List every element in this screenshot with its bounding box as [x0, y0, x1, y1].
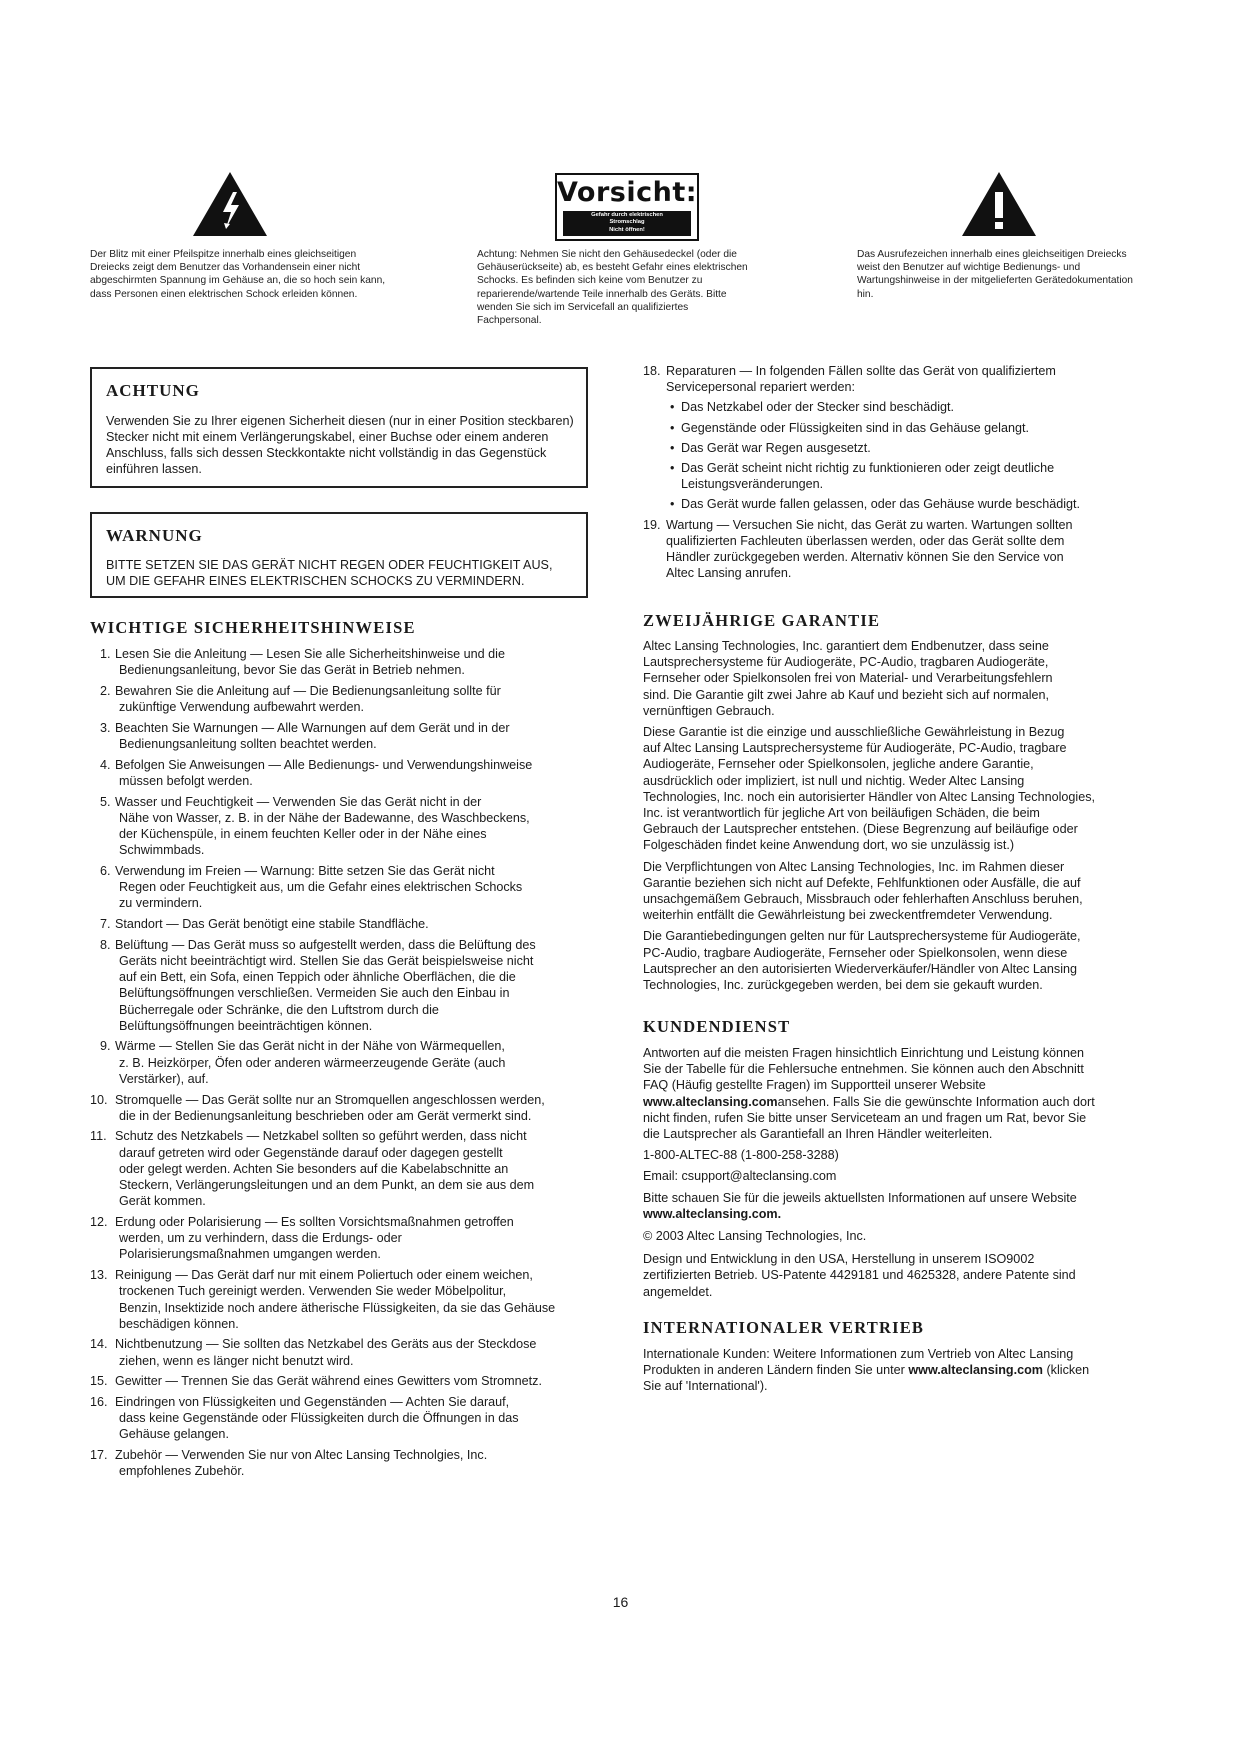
safety-item-line: Regen oder Feuchtigkeit aus, um die Gefahr eines elektrischen Schocks [119, 880, 523, 895]
item-19-number: 19. [643, 517, 661, 532]
garantie-heading: ZWEIJÄHRIGE GARANTIE [643, 611, 881, 630]
vorsicht-caption-text: Achtung: Nehmen Sie nicht den Gehäusedeckel (oder die Gehäuserückseite) ab, es besteht Gefahr eines elektrischen Schocks. Es befinden sich keine vom Benutzer zu reparierende/wartende Teile innerhalb des Geräts. Bitte wenden Sie sich im Servicefall an qualifiziertes Fachpersonal. [477, 249, 748, 327]
safety-item [90, 794, 590, 859]
vorsicht-band [563, 211, 691, 236]
kd-website-line: Bitte schauen Sie für die jeweils aktuellsten Informationen auf unsere Website [643, 1190, 1077, 1205]
safety-item-number: 14. [90, 1337, 108, 1352]
item-18-text [666, 363, 1148, 395]
kd-website-link-2[interactable]: www.alteclansing.com. [643, 1206, 782, 1221]
safety-item [90, 683, 590, 715]
garantie-line: Gebrauch der Lautsprecher entstehen. (Diese Begrenzung auf beiläufige oder [643, 822, 1078, 837]
safety-item-line: Lesen Sie die Anleitung — Lesen Sie alle Sicherheitshinweise und die [115, 647, 505, 661]
repair-bullet-line: Das Gerät scheint nicht richtig zu funktionieren oder zeigt deutliche [681, 461, 1055, 476]
bullet-icon: • [670, 400, 675, 415]
safety-item-line: Nähe von Wasser, z. B. in der Nähe der Badewanne, des Waschbeckens, [119, 810, 530, 825]
garantie-paragraph [643, 859, 1148, 924]
safety-item-number: 17. [90, 1448, 108, 1463]
item-18-number: 18. [643, 364, 661, 378]
safety-item-line: z. B. Heizkörper, Öfen oder anderen wärmeerzeugende Geräte (auch [119, 1055, 506, 1070]
safety-item-line: Reinigung — Das Gerät darf nur mit einem Poliertuch oder einem weichen, [115, 1268, 533, 1283]
kd-design-line1: Design und Entwicklung in den USA, Herstellung in unserem ISO9002 [643, 1252, 1035, 1267]
safety-item-line: Schwimmbads. [119, 843, 205, 858]
bullet-icon: • [670, 420, 675, 435]
vorsicht-band-line3: Nicht öffnen! [609, 226, 645, 233]
safety-item-number: 13. [90, 1268, 108, 1283]
safety-item-text [115, 1267, 590, 1332]
safety-item [90, 757, 590, 789]
repair-bullet-line: Das Netzkabel oder der Stecker sind beschädigt. [681, 400, 955, 415]
safety-item-number: 6. [100, 863, 111, 878]
kundendienst-heading: KUNDENDIENST [643, 1017, 791, 1036]
safety-item-text [115, 646, 590, 678]
garantie-line: Technologies, Inc. noch ein autorisierter Händler von Altec Lansing Technologies, [643, 789, 1096, 804]
safety-item-number: 2. [100, 683, 111, 698]
kd-line1: Antworten auf die meisten Fragen hinsichtlich Einrichtung und Leistung können [643, 1046, 1085, 1060]
safety-item-text [115, 794, 590, 859]
garantie-line: Die Garantiebedingungen gelten nur für Lautsprechersysteme für Audiogeräte, [643, 929, 1081, 944]
garantie-line: Inc. ist verantwortlich für jegliche Art von beiläufigen Schäden, die beim [643, 806, 1040, 821]
safety-item-number: 16. [90, 1395, 108, 1410]
achtung-box [90, 367, 588, 488]
safety-item-line: trockenen Tuch gereinigt werden. Verwenden Sie weder Möbelpolitur, [119, 1284, 507, 1299]
safety-item-text [115, 1214, 590, 1263]
item-18-line2: Servicepersonal repariert werden: [666, 380, 855, 395]
safety-item-line: zukünftige Verwendung aufbewahrt werden. [119, 700, 365, 715]
safety-item [90, 1373, 590, 1389]
vertrieb-line2a: Produkten in anderen Ländern finden Sie unter [643, 1363, 905, 1378]
safety-item-line: Schutz des Netzkabels — Netzkabel sollten so geführt werden, dass nicht [115, 1129, 527, 1144]
lightning-caption-text: Der Blitz mit einer Pfeilspitze innerhalb eines gleichseitigen Dreiecks zeigt dem Benutzer das Vorhandensein einer nicht abgeschirmten Spannung im Gehäuse an, die so hoch sein kann, dass Personen einen elektrischen Schock erleiden können. [90, 249, 386, 300]
vorsicht-caption [477, 248, 755, 327]
garantie-line: Die Verpflichtungen von Altec Lansing Technologies, Inc. im Rahmen dieser [643, 859, 1065, 874]
garantie-paragraph [643, 724, 1148, 854]
repair-bullet [643, 440, 1148, 456]
kd-copyright: © 2003 Altec Lansing Technologies, Inc. [643, 1229, 867, 1244]
safety-list [90, 646, 590, 1484]
exclamation-warning-triangle-icon [962, 172, 1036, 236]
safety-item-number: 9. [100, 1039, 111, 1054]
achtung-text: Verwenden Sie zu Ihrer eigenen Sicherheit diesen (nur in einer Position steckbaren) Stecker nicht mit einem Verlängerungskabel, einer Buchse oder einem anderen Anschluss, falls sich dessen Steckkontakte nicht vollständig in das Gegenstück einführen lassen. [106, 414, 574, 476]
garantie-line: Folgeschäden findet keine Anwendung dort, wo sie unzulässig ist.) [643, 838, 1015, 853]
safety-item-number: 15. [90, 1374, 108, 1389]
kd-line5: nicht finden, rufen Sie bitte unser Serviceteam an und fragen um Rat, bevor Sie [643, 1110, 1087, 1125]
repair-bullet-line: Gegenstände oder Flüssigkeiten sind in das Gehäuse gelangt. [681, 420, 1029, 435]
safety-item-text [115, 1373, 590, 1389]
safety-item-line: Standort — Das Gerät benötigt eine stabile Standfläche. [115, 917, 429, 932]
safety-item-line: Nichtbenutzung — Sie sollten das Netzkabel des Geräts aus der Steckdose [115, 1337, 537, 1352]
safety-item-line: zu vermindern. [119, 896, 203, 911]
safety-item-text [115, 1038, 590, 1087]
exclamation-caption [857, 248, 1147, 301]
safety-item-line: müssen befolgt werden. [119, 773, 253, 788]
repair-bullet [643, 496, 1148, 512]
safety-item-line: Bewahren Sie die Anleitung auf — Die Bedienungsanleitung sollte für [115, 683, 501, 698]
kd-line3: FAQ (Häufig gestellte Fragen) im Supportteil unserer Website [643, 1078, 986, 1093]
kd-email[interactable]: Email: csupport@alteclansing.com [643, 1169, 837, 1184]
item-18-line1: Reparaturen — In folgenden Fällen sollte das Gerät von qualifiziertem [666, 364, 1056, 378]
safety-item-text [115, 937, 590, 1034]
safety-item-number: 10. [90, 1092, 108, 1107]
kd-website-paragraph [643, 1190, 1148, 1222]
garantie-line: Altec Lansing Technologies, Inc. garantiert dem Endbenutzer, dass seine [643, 639, 1049, 653]
safety-item-line: Stromquelle — Das Gerät sollte nur an Stromquellen angeschlossen werden, [115, 1092, 545, 1107]
safety-item-line: auf ein Bett, ein Sofa, einen Teppich oder ähnliche Oberflächen, die die [119, 970, 516, 985]
safety-item-number: 4. [100, 757, 111, 772]
warnung-title: WARNUNG [106, 526, 203, 545]
vorsicht-band-line1: Gefahr durch elektrischen [591, 212, 663, 218]
safety-item [90, 1394, 590, 1443]
safety-item-line: Beachten Sie Warnungen — Alle Warnungen auf dem Gerät und in der [115, 720, 510, 735]
safety-item-line: Bedienungsanleitung, bevor Sie das Gerät in Betrieb nehmen. [119, 663, 465, 678]
safety-item-text [115, 683, 590, 715]
safety-item-number: 11. [90, 1129, 107, 1144]
bullet-icon: • [670, 440, 675, 455]
safety-item-number: 12. [90, 1215, 108, 1229]
safety-item [90, 1038, 590, 1087]
lightning-warning-triangle-icon [193, 172, 267, 236]
safety-heading: WICHTIGE SICHERHEITSHINWEISE [90, 618, 416, 637]
repair-bullet [643, 420, 1148, 436]
item-19-text [666, 517, 1148, 582]
repair-bullet [643, 460, 1148, 492]
safety-item [90, 916, 590, 932]
garantie-line: Diese Garantie ist die einzige und ausschließliche Gewährleistung in Bezug [643, 725, 1065, 740]
safety-item-text [115, 863, 590, 912]
repair-bullet-line: Das Gerät war Regen ausgesetzt. [681, 440, 871, 455]
vertrieb-line3: Sie auf 'International'). [643, 1379, 768, 1394]
safety-item-line: Wärme — Stellen Sie das Gerät nicht in der Nähe von Wärmequellen, [115, 1039, 505, 1054]
garantie-line: Garantie beziehen sich nicht auf Defekte, Fehlfunktionen oder Ausfälle, die auf [643, 875, 1081, 890]
safety-item-number: 5. [100, 794, 111, 809]
vorsicht-band-line2: Stromschlag [609, 219, 645, 226]
vertrieb-heading: INTERNATIONALER VERTRIEB [643, 1318, 925, 1337]
safety-item-line: beschädigen können. [119, 1316, 239, 1331]
kundendienst-intro [643, 1045, 1148, 1142]
garantie-line: auf Altec Lansing Lautsprechersysteme für Audiogeräte, PC-Audio, tragbare [643, 741, 1067, 756]
safety-item-number: 8. [100, 937, 111, 952]
garantie-line: Fernseher oder Spielkonsolen frei von Material- und Verarbeitungsfehlern [643, 671, 1053, 686]
garantie-line: Technologies, Inc. zurückgegeben werden, bei dem sie gekauft wurden. [643, 978, 1043, 993]
safety-item-line: Erdung oder Polarisierung — Es sollten Vorsichtsmaßnahmen getroffen [115, 1215, 514, 1229]
vertrieb-website-link[interactable]: www.alteclansing.com [908, 1363, 1043, 1378]
safety-item-line: Geräts nicht beeinträchtigt wird. Stellen Sie das Gerät beispielsweise nicht [119, 953, 534, 968]
safety-item-text [115, 1128, 590, 1209]
safety-item-text [115, 1394, 590, 1443]
kd-line6: die Lautsprecher als Garantiefall an Ihren Händler weiterleiten. [643, 1127, 993, 1142]
kd-design-line2: zertifizierten Betrieb. US-Patente 4429181 und 4625328, andere Patente sind [643, 1268, 1076, 1283]
safety-item-line: Eindringen von Flüssigkeiten und Gegenständen — Achten Sie darauf, [115, 1395, 510, 1410]
kundendienst-body [643, 1045, 1148, 1305]
kd-design-line3: angemeldet. [643, 1284, 713, 1299]
safety-item-text [115, 757, 590, 789]
garantie-line: Lautsprechersysteme für Audiogeräte, PC-Audio, tragbaren Audiogeräte, [643, 655, 1049, 670]
safety-item-line: darauf getreten wird oder Gegenstände darauf oder dagegen gestellt [119, 1145, 503, 1160]
bullet-icon: • [670, 461, 675, 476]
item-19-line4: Altec Lansing anrufen. [666, 566, 792, 581]
safety-item-text [115, 916, 590, 932]
safety-item-line: dass keine Gegenstände oder Flüssigkeiten durch die Öffnungen in das [119, 1411, 519, 1426]
safety-item-number: 1. [100, 647, 111, 661]
safety-item-line: Gewitter — Trennen Sie das Gerät während eines Gewitters vom Stromnetz. [115, 1374, 542, 1389]
item-19-line3: Händler zurückgegeben werden. Alternativ können Sie den Service von [666, 550, 1064, 565]
warnung-line1: BITTE SETZEN SIE DAS GERÄT NICHT REGEN ODER FEUCHTIGKEIT AUS, [106, 558, 553, 572]
safety-item-line: Belüftungsöffnungen beeinträchtigen können. [119, 1018, 373, 1033]
safety-item-line: Verwendung im Freien — Warnung: Bitte setzen Sie das Gerät nicht [115, 863, 495, 878]
item-18-bullets [643, 399, 1148, 512]
garantie-paragraph [643, 928, 1148, 993]
warnung-line2: UM DIE GEFAHR EINES ELEKTRISCHEN SCHOCKS ZU VERMINDERN. [106, 574, 525, 588]
kd-phone: 1-800-ALTEC-88 (1-800-258-3288) [643, 1148, 839, 1163]
safety-item [90, 1128, 590, 1209]
right-column-items [643, 363, 1148, 581]
kd-design [643, 1251, 1148, 1300]
safety-item [90, 1447, 590, 1479]
safety-item-line: Steckern, Verlängerungsleitungen und an dem Punkt, an dem sie aus dem [119, 1178, 535, 1193]
item-19-line2: qualifizierten Fachleuten überlassen werden, oder das Gerät sollte dem [666, 533, 1065, 548]
safety-item [90, 1336, 590, 1368]
safety-item-line: der Küchenspüle, in einem feuchten Keller oder in der Nähe eines [119, 827, 487, 842]
safety-item-line: Wasser und Feuchtigkeit — Verwenden Sie das Gerät nicht in der [115, 794, 482, 809]
item-19 [643, 517, 1148, 582]
garantie-paragraph [643, 638, 1148, 719]
garantie-line: vernünftigen Gebrauch. [643, 703, 775, 718]
garantie-body [643, 638, 1148, 998]
vorsicht-title: Vorsicht: [557, 177, 698, 208]
safety-item-line: oder gelegt werden. Achten Sie besonders auf die Kabelabschnitte an [119, 1161, 509, 1176]
safety-item-line: ziehen, wenn es länger nicht benutzt wird. [119, 1353, 354, 1368]
safety-item-line: Gehäuse gelangen. [119, 1427, 229, 1442]
safety-item-line: Benzin, Insektizide noch andere ätherische Flüssigkeiten, da sie das Gehäuse [119, 1300, 556, 1315]
bullet-icon: • [670, 497, 675, 512]
garantie-line: Audiogeräte, Fernseher oder Spielkonsolen, jegliche andere Garantie, [643, 757, 1034, 772]
safety-item-number: 3. [100, 720, 111, 735]
safety-item-number: 7. [100, 917, 111, 932]
garantie-line: ausdrücklich oder impliziert, ist null und nichtig. Weder Altec Lansing [643, 773, 1025, 788]
repair-bullet [643, 399, 1148, 415]
safety-item-text [115, 720, 590, 752]
repair-bullet-line: Leistungsveränderungen. [681, 477, 824, 492]
warnung-box [90, 512, 588, 598]
lightning-caption [90, 248, 390, 301]
garantie-line: PC-Audio, tragbare Audiogeräte, Fernseher oder Spielkonsolen, wenn diese [643, 945, 1068, 960]
page-number: 16 [612, 1594, 629, 1610]
safety-item [90, 646, 590, 678]
safety-item-text [115, 1336, 590, 1368]
kd-line2: Sie der Tabelle für die Fehlersuche entnehmen. Sie können auch den Abschnitt [643, 1062, 1084, 1077]
exclamation-caption-text: Das Ausrufezeichen innerhalb eines gleichseitigen Dreiecks weist den Benutzer auf wichtige Bedienungs- und Wartungshinweise in der mitgelieferten Gerätedokumentation hin. [857, 249, 1133, 300]
achtung-title: ACHTUNG [106, 381, 200, 400]
safety-item-line: werden, um zu verhindern, dass die Erdungs- oder [119, 1231, 402, 1246]
safety-item [90, 720, 590, 752]
garantie-line: Lautsprecher an den autorisierten Wiederverkäufer/Händler von Altec Lansing [643, 961, 1078, 976]
safety-item-line: Belüftungsöffnungen verschließen. Vermeiden Sie auch den Einbau in [119, 986, 510, 1001]
safety-item-line: Befolgen Sie Anweisungen — Alle Bedienungs- und Verwendungshinweise [115, 757, 533, 772]
garantie-line: sind. Die Garantie gilt zwei Jahre ab Kauf und bezieht sich auf normalen, [643, 687, 1050, 702]
item-18 [643, 363, 1148, 395]
vertrieb-line1: Internationale Kunden: Weitere Informationen zum Vertrieb von Altec Lansing [643, 1347, 1074, 1361]
garantie-line: unsachgemäßem Gebrauch, Missbrauch oder fehlerhaften Anschluss beruhen, [643, 892, 1083, 907]
safety-item [90, 1092, 590, 1124]
vertrieb-text [643, 1346, 1148, 1395]
safety-item-text [115, 1447, 590, 1479]
safety-item [90, 937, 590, 1034]
safety-item-line: Verstärker), auf. [119, 1071, 209, 1086]
safety-item-line: Bedienungsanleitung sollten beachtet werden. [119, 737, 377, 752]
warnung-text [106, 557, 572, 589]
vorsicht-label [555, 173, 699, 241]
safety-item-line: Polarisierungsmaßnahmen umgangen werden. [119, 1247, 381, 1262]
kd-website-link[interactable]: www.alteclansing.com [643, 1094, 778, 1109]
item-19-line1: Wartung — Versuchen Sie nicht, das Gerät zu warten. Wartungen sollten [666, 517, 1073, 532]
safety-item-line: Gerät kommen. [119, 1194, 206, 1209]
kd-line4-rest: ansehen. Falls Sie die gewünschte Information auch dort [777, 1094, 1095, 1109]
repair-bullet-line: Das Gerät wurde fallen gelassen, oder das Gehäuse wurde beschädigt. [681, 497, 1081, 512]
safety-item [90, 1214, 590, 1263]
safety-item-line: Belüftung — Das Gerät muss so aufgestellt werden, dass die Belüftung des [115, 937, 536, 952]
vertrieb-body [643, 1346, 1148, 1400]
safety-item [90, 863, 590, 912]
safety-item-line: die in der Bedienungsanleitung beschrieben oder am Gerät vermerkt sind. [119, 1108, 532, 1123]
safety-item-line: empfohlenes Zubehör. [119, 1464, 245, 1479]
garantie-line: weiterhin entfällt die Gewährleistung bei zweckentfremdeter Verwendung. [643, 908, 1053, 923]
vertrieb-line2b: (klicken [1046, 1363, 1090, 1378]
safety-item-text [115, 1092, 590, 1124]
safety-item-line: Bücherregale oder Schränke, die den Luftstrom durch die [119, 1002, 439, 1017]
safety-item-line: Zubehör — Verwenden Sie nur von Altec Lansing Technolgies, Inc. [115, 1448, 488, 1463]
safety-item [90, 1267, 590, 1332]
